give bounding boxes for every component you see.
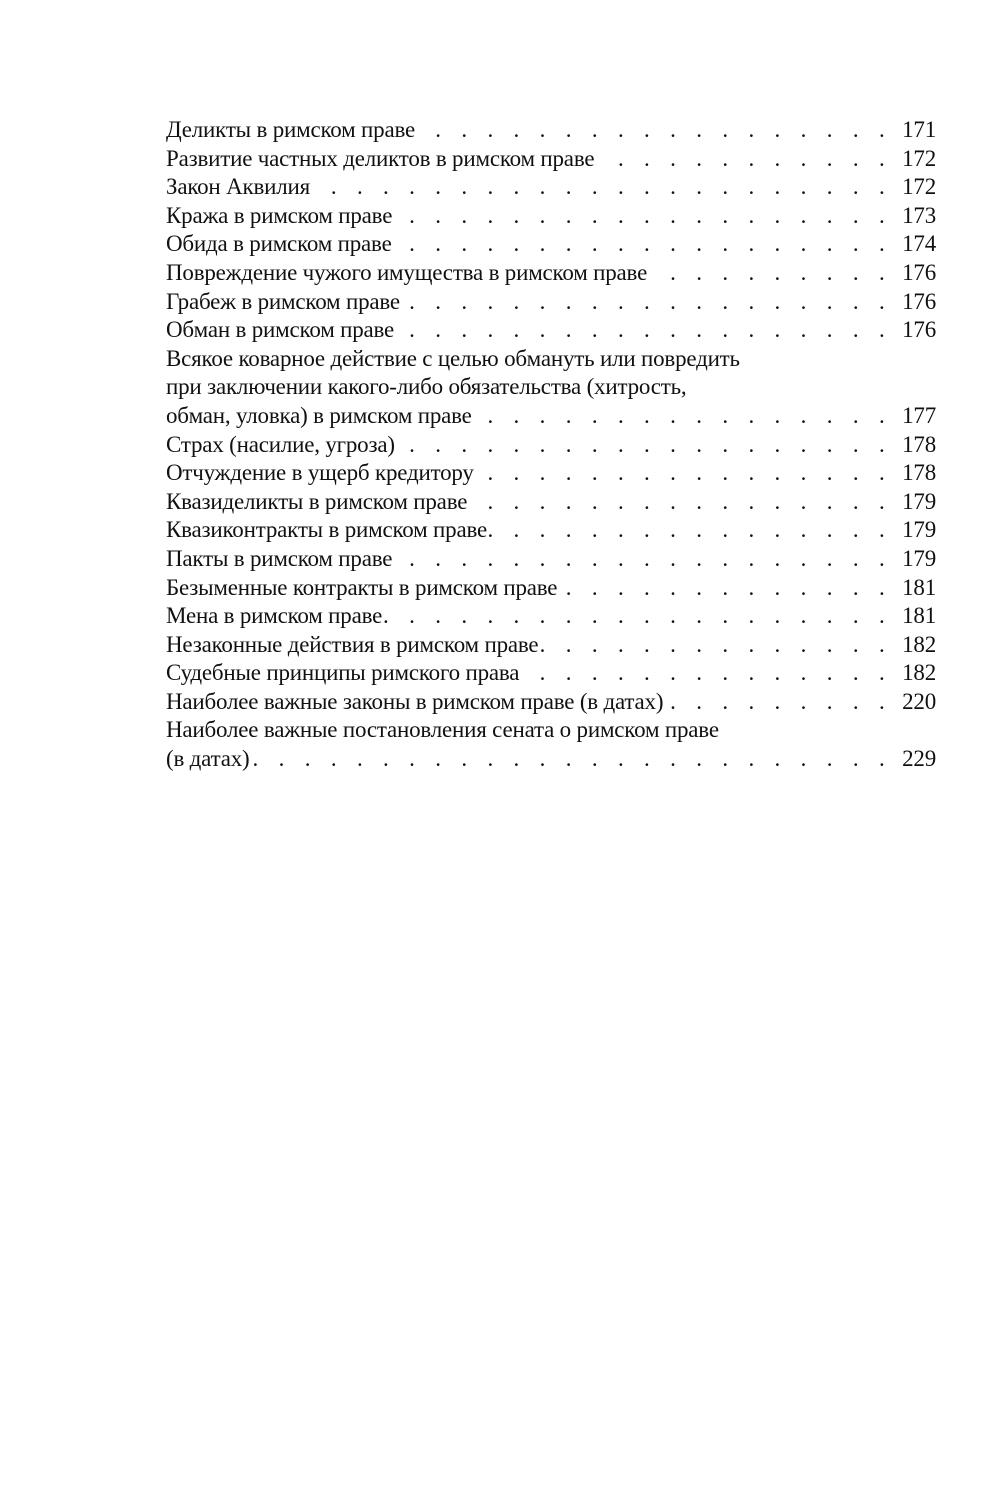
- toc-line: [166, 602, 936, 631]
- toc-dot-leader: [402, 288, 892, 317]
- toc-title: Закон Аквилия: [166, 174, 311, 200]
- toc-line: [166, 516, 936, 545]
- toc-entry-multiline[interactable]: [166, 716, 936, 773]
- toc-entry[interactable]: [166, 259, 936, 288]
- toc-line: [166, 173, 936, 202]
- toc-dot-leader: [394, 202, 892, 231]
- toc-title: Грабеж в римском праве: [166, 288, 400, 314]
- toc-dot-leader: [396, 316, 892, 345]
- toc-page-number: 176: [902, 259, 936, 285]
- toc-page-number: 176: [902, 317, 936, 343]
- toc-page-number: 179: [902, 545, 936, 571]
- toc-title: Обман в римском праве: [166, 317, 395, 343]
- toc-entry[interactable]: [166, 145, 936, 174]
- toc-entry-multiline[interactable]: [166, 345, 936, 431]
- toc-dot-leader: [469, 488, 892, 517]
- toc-dot-leader: [649, 259, 892, 288]
- toc-dot-leader: [251, 745, 892, 774]
- toc-page-number: 176: [902, 288, 936, 314]
- toc-line: [166, 631, 936, 660]
- toc-title: Страх (насилие, угроза): [166, 431, 395, 457]
- toc-line: [166, 745, 936, 774]
- toc-dot-leader: [394, 230, 892, 259]
- toc-title: Мена в римском праве: [166, 603, 383, 629]
- toc-title: обман, уловка) в римском праве: [166, 402, 472, 428]
- toc-entry[interactable]: [166, 574, 936, 603]
- toc-line: [166, 402, 936, 431]
- toc-entry[interactable]: [166, 173, 936, 202]
- toc-line: [166, 259, 936, 288]
- toc-title: Квазиконтракты в римском праве: [166, 517, 487, 543]
- toc-entry[interactable]: [166, 116, 936, 145]
- toc-title-line: Наиболее важные постановления сената о римском праве: [166, 717, 719, 743]
- toc-line: [166, 116, 936, 145]
- toc-title: Отчуждение в ущерб кредитору: [166, 460, 474, 486]
- toc-entry[interactable]: [166, 288, 936, 317]
- toc-dot-leader: [665, 688, 892, 717]
- toc-page-number: 182: [902, 631, 936, 657]
- toc-dot-leader: [596, 145, 892, 174]
- toc-title-line: при заключении какого-либо обязательства (хитрость,: [166, 374, 687, 400]
- toc-dot-leader: [540, 631, 892, 660]
- toc-title: Развитие частных деликтов в римском праве: [166, 145, 595, 171]
- toc-title-line: Всякое коварное действие с целью обмануть или повредить: [166, 345, 740, 371]
- toc-title: Деликты в римском праве: [166, 117, 415, 142]
- toc-line: [166, 288, 936, 317]
- toc-entry[interactable]: [166, 459, 936, 488]
- toc-dot-leader: [521, 659, 892, 688]
- toc-title: Судебные принципы римского права: [166, 660, 520, 686]
- toc-page-number: 174: [902, 231, 936, 257]
- toc-line: [166, 574, 936, 603]
- toc-line: [166, 202, 936, 231]
- toc-page-number: 179: [902, 517, 936, 543]
- toc-page-number: 172: [902, 174, 936, 200]
- toc-page-number: 178: [902, 460, 936, 486]
- toc-page-number: 178: [902, 431, 936, 457]
- toc-title: Безыменные контракты в римском праве: [166, 574, 558, 600]
- toc-page-number: 171: [902, 117, 936, 142]
- toc-line: [166, 688, 936, 717]
- toc-page-number: 173: [902, 202, 936, 228]
- toc-title: Квазиделикты в римском праве: [166, 488, 468, 514]
- toc-dot-leader: [559, 574, 892, 603]
- toc-entry[interactable]: [166, 516, 936, 545]
- toc-line: [166, 145, 936, 174]
- toc-dot-leader: [417, 116, 892, 145]
- toc-page-number: 179: [902, 488, 936, 514]
- toc-dot-leader: [489, 516, 892, 545]
- toc-entry[interactable]: [166, 431, 936, 460]
- toc-dot-leader: [384, 602, 892, 631]
- toc-line: [166, 488, 936, 517]
- toc-title: Повреждение чужого имущества в римском праве: [166, 259, 648, 285]
- toc-page-number: 177: [902, 402, 936, 428]
- table-of-contents: [166, 116, 936, 774]
- toc-title: Наиболее важные законы в римском праве (в датах): [166, 688, 664, 714]
- toc-page-number: 181: [902, 574, 936, 600]
- toc-page-number: 182: [902, 660, 936, 686]
- toc-entry[interactable]: [166, 659, 936, 688]
- toc-title: Пакты в римском праве: [166, 545, 393, 571]
- toc-title: Обида в римском праве: [166, 231, 392, 257]
- toc-entry[interactable]: [166, 316, 936, 345]
- toc-dot-leader: [312, 173, 892, 202]
- toc-dot-leader: [474, 402, 892, 431]
- toc-dot-leader: [397, 431, 892, 460]
- toc-page-number: 181: [902, 603, 936, 629]
- toc-line: [166, 230, 936, 259]
- toc-dot-leader: [394, 545, 892, 574]
- toc-entry[interactable]: [166, 488, 936, 517]
- toc-entry[interactable]: [166, 688, 936, 717]
- toc-dot-leader: [476, 459, 892, 488]
- toc-entry[interactable]: [166, 602, 936, 631]
- toc-page-number: 220: [902, 688, 936, 714]
- toc-entry[interactable]: [166, 202, 936, 231]
- toc-line: [166, 659, 936, 688]
- toc-entry[interactable]: [166, 230, 936, 259]
- toc-title: (в датах): [166, 746, 250, 772]
- toc-line: [166, 545, 936, 574]
- toc-line: [166, 431, 936, 460]
- toc-line: [166, 459, 936, 488]
- toc-page-number: 229: [902, 746, 936, 772]
- toc-entry[interactable]: [166, 631, 936, 660]
- toc-title: Кража в римском праве: [166, 202, 393, 228]
- toc-entry[interactable]: [166, 545, 936, 574]
- toc-page-number: 172: [902, 145, 936, 171]
- toc-title: Незаконные действия в римском праве: [166, 631, 539, 657]
- toc-line: [166, 316, 936, 345]
